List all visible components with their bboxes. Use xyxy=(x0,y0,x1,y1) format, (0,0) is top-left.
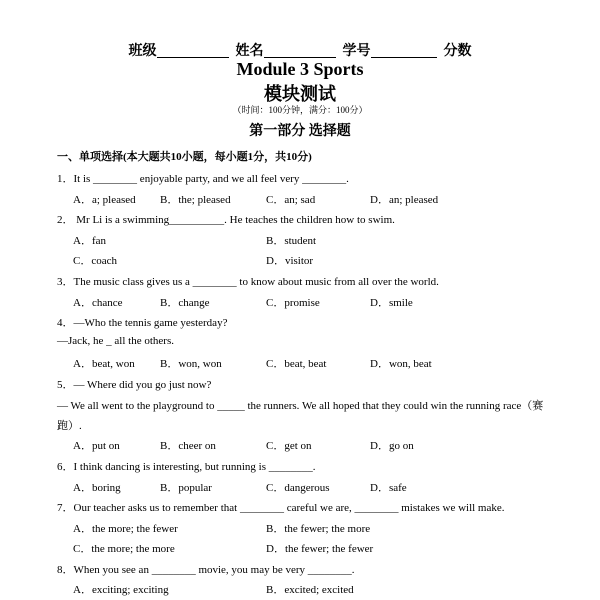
question-3: 3．The music class gives us a ________ to know about music from all over the world. xyxy=(57,276,439,288)
q5-option-b: B．cheer on xyxy=(160,440,216,452)
q4-option-a: A．beat, won xyxy=(73,358,135,370)
q1-option-b: B．the; pleased xyxy=(160,194,231,206)
q6-option-c: C．dangerous xyxy=(266,482,330,494)
time-note: （时间：100分钟，满分：100分） xyxy=(232,105,368,115)
q7-option-c: C．the more; the more xyxy=(73,543,175,555)
student-id-blank xyxy=(371,43,437,58)
question-5: 5．— Where did you go just now? xyxy=(57,379,212,391)
q4-option-d: D．won, beat xyxy=(370,358,432,370)
q7-option-d: D．the fewer; the fewer xyxy=(266,543,374,555)
q3-option-a: A．chance xyxy=(73,297,123,309)
question-6: 6．I think dancing is interesting, but running is ________. xyxy=(57,461,316,473)
q5-option-d: D．go on xyxy=(370,440,414,452)
q2-option-d: D．visitor xyxy=(266,255,314,267)
q3-option-d: D．smile xyxy=(370,297,413,309)
q1-option-d: D．an; pleased xyxy=(370,194,439,206)
class-label: 班级 xyxy=(128,44,157,59)
q6-option-b: B．popular xyxy=(160,482,212,494)
q8-option-b: B．excited; excited xyxy=(266,584,354,596)
q1-option-a: A．a; pleased xyxy=(73,194,136,206)
q3-option-c: C．promise xyxy=(266,297,320,309)
question-7: 7．Our teacher asks us to remember that ________ careful we are, ________ mistakes we will make. xyxy=(57,502,505,514)
part-title: 第一部分 选择题 xyxy=(249,124,351,139)
q7-option-b: B．the fewer; the more xyxy=(266,523,371,535)
name-blank xyxy=(264,43,336,58)
q7-option-a: A．the more; the fewer xyxy=(73,523,178,535)
q8-option-a: A．exciting; exciting xyxy=(73,584,169,596)
student-id-label: 学号 xyxy=(342,44,371,59)
q1-option-c: C．an; sad xyxy=(266,194,316,206)
q4-option-c: C．beat, beat xyxy=(266,358,327,370)
q2-option-a: A．fan xyxy=(73,235,106,247)
q4-option-b: B．won, won xyxy=(160,358,222,370)
q2-option-b: B．student xyxy=(266,235,317,247)
question-1: 1．It is ________ enjoyable party, and we all feel very ________. xyxy=(57,173,349,185)
class-blank xyxy=(157,43,229,58)
q6-option-d: D．safe xyxy=(370,482,407,494)
q6-option-a: A．boring xyxy=(73,482,121,494)
section-title: 一、单项选择(本大题共10小题，每小题1分，共10分) xyxy=(57,151,312,163)
document-subtitle: 模块测试 xyxy=(264,84,336,104)
student-info-line xyxy=(0,40,600,60)
score-label: 分数 xyxy=(443,44,472,59)
q5-option-c: C．get on xyxy=(266,440,312,452)
question-8: 8．When you see an ________ movie, you may be very ________. xyxy=(57,564,355,576)
question-4: 4．—Who the tennis game yesterday? xyxy=(57,317,228,329)
q5-option-a: A．put on xyxy=(73,440,120,452)
question-4-line-2: —Jack, he _ all the others. xyxy=(57,335,174,347)
q3-option-b: B．change xyxy=(160,297,210,309)
name-label: 姓名 xyxy=(235,44,264,59)
question-5-line-2: — We all went to the playground to _____ the runners. We all hoped that they could win the running race（赛 xyxy=(57,400,544,412)
question-2: 2． Mr Li is a swimming__________. He teaches the children how to swim. xyxy=(57,214,395,226)
q2-option-c: C．coach xyxy=(73,255,117,267)
question-5-line-3: 跑）. xyxy=(57,420,82,432)
document-title: Module 3 Sports xyxy=(236,59,364,79)
